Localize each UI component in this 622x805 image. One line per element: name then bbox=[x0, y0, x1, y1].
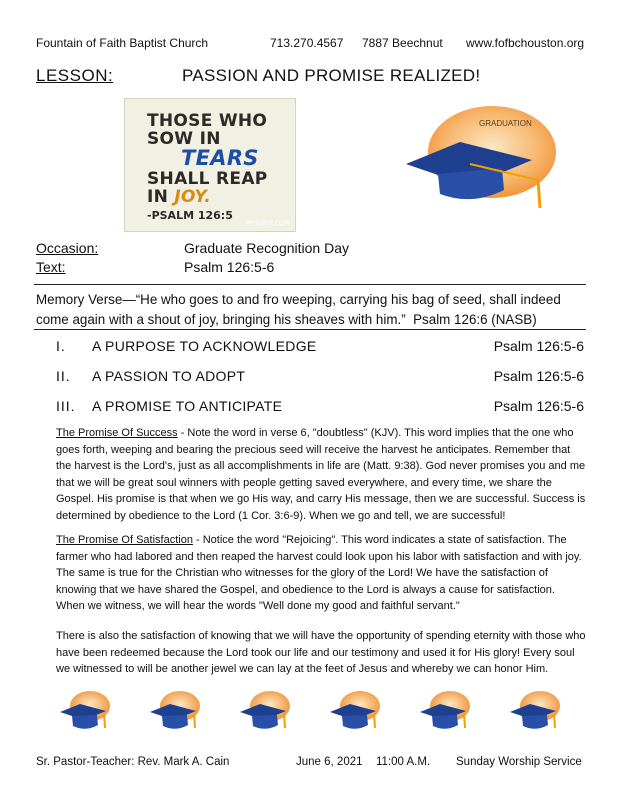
small-cap-icon-4 bbox=[330, 691, 380, 729]
tassel bbox=[538, 180, 540, 208]
point-3-reference: Psalm 126:5-6 bbox=[493, 398, 584, 414]
small-cap-icon-1 bbox=[60, 691, 110, 729]
church-website: www.fofbchouston.org bbox=[466, 36, 585, 50]
church-phone: 713.270.4567 bbox=[270, 36, 344, 50]
footer-date: June 6, 2021 bbox=[296, 756, 363, 768]
point-1-label: A PURPOSE TO ACKNOWLEDGE bbox=[92, 338, 317, 354]
point-3-label: A PROMISE TO ANTICIPATE bbox=[92, 398, 283, 414]
small-cap-icon-2 bbox=[150, 691, 200, 729]
divider-top bbox=[34, 284, 586, 285]
church-address: 7887 Beechnut bbox=[362, 36, 443, 50]
satisfaction-title: The Promise Of Satisfaction bbox=[56, 534, 193, 546]
text-label: Text: bbox=[36, 259, 66, 275]
banner-line-1: THOSE WHO bbox=[147, 111, 268, 131]
point-3-number: III. bbox=[56, 398, 76, 414]
graduation-caption: GRADUATION bbox=[479, 119, 532, 128]
occasion-label: Occasion: bbox=[36, 240, 99, 256]
occasion-value: Graduate Recognition Day bbox=[184, 240, 349, 256]
footer-service: Sunday Worship Service bbox=[456, 756, 582, 768]
point-2-number: II. bbox=[56, 368, 71, 384]
satisfaction-paragraph bbox=[56, 532, 586, 615]
success-title: The Promise Of Success bbox=[56, 427, 178, 439]
success-body: - Note the word in verse 6, "doubtless" (KJV). This word implies that the one who goes forth, weeping and bearing the precious seed will receive the harvest he anticipates. Remember that the harvest is the Lord's, just as all accomplishments in life are (Matt. 9:38). God never promises you and me that we will be great soul winners with people getting saved everywhere, and every time, we share the Gospel. His promise is that when we go His way, and carry His message, then we are successful. Success is determined by obedience to the Lord (1 Cor. 3:6-9). When we go and tell, we are successful! bbox=[56, 427, 586, 522]
divider-bottom bbox=[34, 329, 586, 330]
banner-line-5-prefix: IN bbox=[147, 187, 169, 207]
scripture-banner-image bbox=[124, 98, 296, 232]
church-name: Fountain of Faith Baptist Church bbox=[36, 36, 209, 50]
satisfaction-body: - Notice the word "Rejoicing". This word indicates a state of satisfaction. The farmer who had labored and then reaped the harvest could look upon his labor with satisfaction and with joy. The same is true for the Christian who witnesses for the glory of the Lord! We have the satisfaction of knowing that we have shared the Gospel, and obedience to the Lord is always a cause for satisfaction. When we witness, we will hear the words "Well done my good and faithful servant." bbox=[56, 534, 582, 612]
banner-line-5-word: JOY. bbox=[174, 187, 212, 207]
point-1-number: I. bbox=[56, 338, 66, 354]
memory-verse bbox=[36, 290, 586, 330]
eternity-paragraph: There is also the satisfaction of knowing that we will have the opportunity of spending eternity with those who have been redeemed because the Lord took our life and our testimony and used it for His glory! Every soul we witnessed to will be another jewel we can lay at the feet of Jesus and whereby we can honor Him. bbox=[56, 630, 586, 675]
point-2-reference: Psalm 126:5-6 bbox=[493, 368, 584, 384]
banner-line-3: TEARS bbox=[181, 146, 259, 170]
memory-verse-label: Memory Verse bbox=[36, 292, 123, 307]
banner-line-5 bbox=[147, 189, 211, 206]
footer-pastor: Sr. Pastor-Teacher: Rev. Mark A. Cain bbox=[36, 756, 230, 768]
point-2-label: A PASSION TO ADOPT bbox=[92, 368, 246, 384]
memory-verse-quote: “He who goes to and fro weeping, carrying his bag of seed, shall indeed come again with a shout of joy, bringing his sheaves with him.” bbox=[36, 292, 561, 327]
text-value: Psalm 126:5-6 bbox=[184, 259, 275, 275]
success-paragraph bbox=[56, 425, 586, 524]
small-cap-icon-3 bbox=[240, 691, 290, 729]
small-cap-icon-5 bbox=[420, 691, 470, 729]
memory-verse-dash: — bbox=[122, 292, 136, 307]
lesson-title: PASSION AND PROMISE REALIZED! bbox=[182, 66, 481, 85]
small-cap-icon-6 bbox=[510, 691, 560, 729]
banner-reference: -PSALM 126:5 bbox=[147, 209, 233, 222]
lesson-label: LESSON: bbox=[36, 66, 114, 85]
graduation-caps-row bbox=[50, 688, 580, 738]
footer-time: 11:00 A.M. bbox=[376, 756, 431, 768]
memory-verse-reference: Psalm 126:6 (NASB) bbox=[413, 312, 537, 327]
banner-watermark: MYBIBLE.COM bbox=[247, 220, 289, 227]
point-1-reference: Psalm 126:5-6 bbox=[493, 338, 584, 354]
banner-line-2: SOW IN bbox=[147, 129, 221, 149]
banner-line-4: SHALL REAP bbox=[147, 169, 268, 189]
